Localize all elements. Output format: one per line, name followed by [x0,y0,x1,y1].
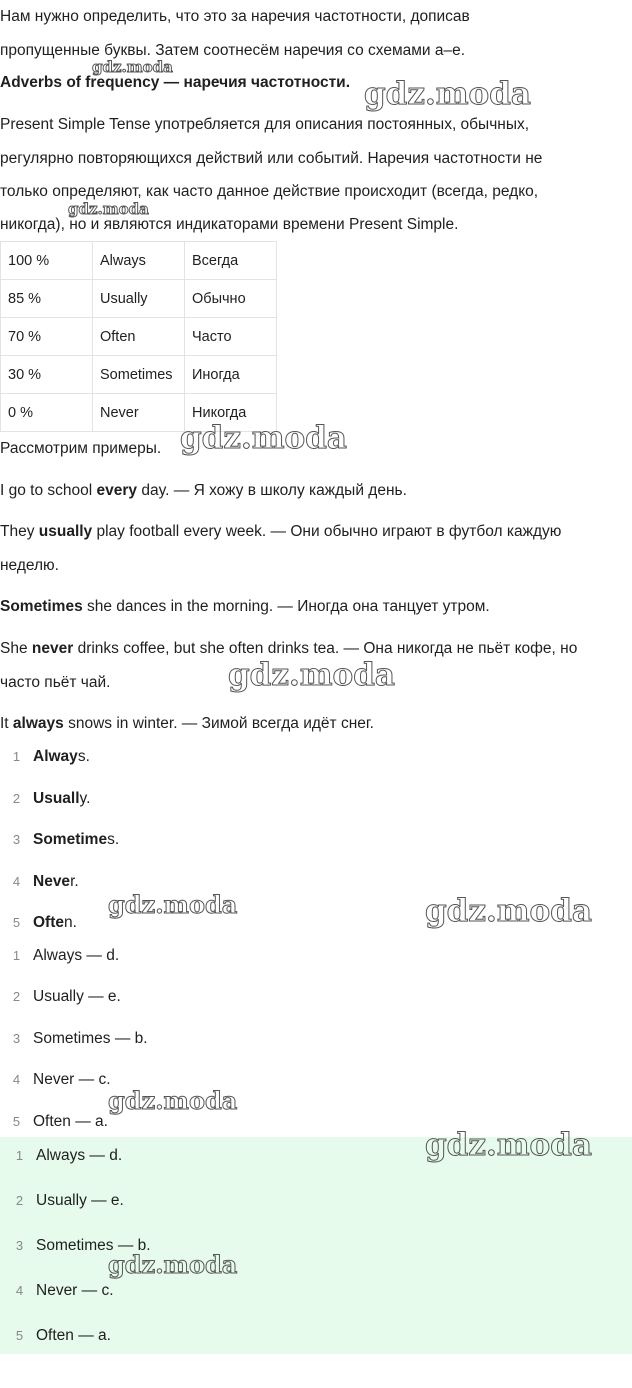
explanation-line-1: Present Simple Tense употребляется для описания постоянных, обычных, [0,116,530,133]
list-number: 2 [12,791,21,806]
list-item [0,867,79,897]
example-line [0,666,630,700]
example-post: неделю. [0,557,59,574]
watermark: gdz.moda [108,890,238,919]
list-item [0,908,77,938]
table-cell-adverb: Sometimes [93,356,185,394]
intro-line-2: пропущенные буквы. Затем соотнесём наречия со схемами a–e. [0,42,466,59]
list-text: Usually — e. [33,988,121,1005]
watermark: gdz.moda [228,657,395,693]
list-number: 5 [12,1114,21,1129]
table-row [1,280,277,318]
table-row [1,356,277,394]
list-number: 5 [15,1328,24,1343]
watermark: gdz.moda [92,58,173,76]
explanation-line-2: регулярно повторяющихся действий или событий. Наречия частотности не [0,150,543,167]
list-item [0,784,90,814]
example-pre: She [0,640,32,657]
list-item [0,825,119,855]
table-cell-translation: Иногда [185,356,277,394]
list-bold: Neve [33,873,71,890]
list-rest: y. [79,790,91,807]
example-bold: every [96,482,138,499]
example-post: day. — Я хожу в школу каждый день. [137,482,407,499]
table-row [1,394,277,432]
list-number: 2 [12,989,21,1004]
table-cell-adverb: Never [93,394,185,432]
list-number: 3 [12,1031,21,1046]
list-text: Never — c. [36,1282,114,1299]
list-number: 4 [12,874,21,889]
table-cell-translation: Всегда [185,242,277,280]
answer-item [3,1276,114,1306]
list-number: 3 [12,832,21,847]
list-number: 5 [12,915,21,930]
list-bold: Ofte [33,914,64,931]
explanation-line-3: только определяют, как часто данное действие происходит (всегда, редко, [0,183,539,200]
list-item [0,1107,108,1137]
example-post: drinks coffee, but she often drinks tea. — Она никогда не пьёт кофе, но [73,640,578,657]
section-heading [0,66,630,100]
examples-label: Рассмотрим примеры. [0,440,162,457]
table-cell-adverb: Always [93,242,185,280]
table-cell-translation: Никогда [185,394,277,432]
list-number: 4 [15,1283,24,1298]
list-number: 2 [15,1193,24,1208]
list-item [0,1065,111,1095]
list-text: Often — a. [33,1113,108,1130]
intro-line-1: Нам нужно определить, что это за наречия частотности, дописав [0,8,470,25]
example-line [0,590,630,624]
answer-item [3,1321,111,1351]
watermark: gdz.moda [68,200,149,218]
table-cell-adverb: Often [93,318,185,356]
list-number: 1 [12,749,21,764]
table-cell-percent: 0 % [1,394,93,432]
list-text: Usually — e. [36,1192,124,1209]
example-post: snows in winter. — Зимой всегда идёт снег. [63,715,374,732]
answer-item [3,1186,124,1216]
example-pre: I go to school [0,482,97,499]
list-text: Sometimes — b. [33,1030,148,1047]
list-rest: s. [77,748,90,765]
example-line [0,515,630,549]
list-number: 1 [12,948,21,963]
list-bold: Sometime [33,831,108,848]
heading-ru: — наречия частотности. [159,74,351,91]
explanation-line-4: никогда), но и являются индикаторами времени Present Simple. [0,216,459,233]
example-line [0,632,630,666]
example-post: часто пьёт чай. [0,674,111,691]
watermark: gdz.moda [425,893,592,929]
list-item [0,1024,148,1054]
table-cell-translation: Часто [185,318,277,356]
table-row [1,318,277,356]
example-post: she dances in the morning. — Иногда она танцует утром. [82,598,490,615]
example-bold: usually [38,523,93,540]
list-rest: n. [64,914,77,931]
list-item [0,982,121,1012]
example-line [0,707,630,741]
frequency-table [0,241,277,432]
list-text: Often — a. [36,1327,111,1344]
example-bold: Sometimes [0,598,83,615]
list-text: Sometimes — b. [36,1237,151,1254]
list-text: Always — d. [36,1147,123,1164]
table-cell-percent: 100 % [1,242,93,280]
list-number: 3 [15,1238,24,1253]
table-row [1,242,277,280]
answer-item [3,1141,122,1171]
table-cell-percent: 30 % [1,356,93,394]
list-number: 4 [12,1072,21,1087]
list-item [0,742,90,772]
table-cell-percent: 70 % [1,318,93,356]
watermark: gdz.moda [108,1086,238,1115]
table-cell-adverb: Usually [93,280,185,318]
list-rest: s. [107,831,120,848]
table-cell-translation: Обычно [185,280,277,318]
table-cell-percent: 85 % [1,280,93,318]
example-pre: They [0,523,39,540]
example-bold: always [12,715,64,732]
answer-item [3,1231,151,1261]
list-rest: r. [70,873,79,890]
watermark: gdz.moda [364,76,531,112]
list-bold: Alway [33,748,78,765]
list-text: Never — c. [33,1071,111,1088]
watermark: gdz.moda [180,420,347,456]
list-item [0,941,119,971]
example-pre: It [0,715,13,732]
heading-en: Adverbs of frequency [0,74,160,91]
list-text: Always — d. [33,947,120,964]
example-bold: never [31,640,74,657]
example-line [0,549,630,583]
example-line [0,474,630,508]
list-number: 1 [15,1148,24,1163]
example-post: play football every week. — Они обычно играют в футбол каждую [92,523,562,540]
list-bold: Usuall [33,790,80,807]
